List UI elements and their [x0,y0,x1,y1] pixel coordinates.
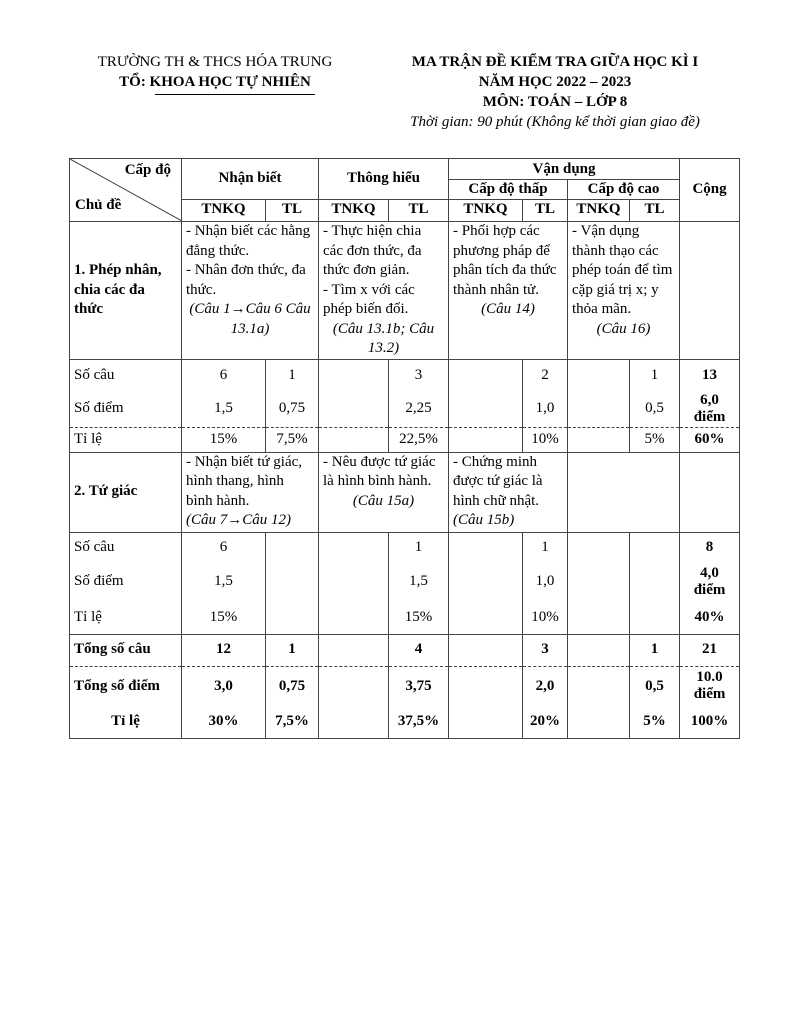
table-cell: 1 [266,359,319,391]
table-cell: 2,25 [389,391,449,427]
table-cell [449,562,523,602]
table-cell [568,359,630,391]
table-cell [319,666,389,706]
table-cell [568,602,630,634]
table-cell [568,562,630,602]
topic-2-ti-le-row [70,602,740,634]
tong-ti-le-row [70,706,740,738]
col-nhan-biet: Nhận biết [182,159,319,200]
topic-1-th-text: - Thực hiện chia các đơn thức, đa thức đơn giản. - Tìm x với các phép biến đổi. [323,223,422,317]
table-cell: 5% [630,706,680,738]
table-cell [319,532,389,562]
row-label: Tỉ lệ [70,427,182,452]
table-cell [630,562,680,602]
table-cell: 1,5 [182,562,266,602]
subcol-tl: TL [266,199,319,221]
table-cell [449,359,523,391]
topic-2-nhan-biet [182,452,319,532]
topic-2-van-dung-thap [449,452,568,532]
table-cell: 15% [389,602,449,634]
table-cell [449,391,523,427]
subcol-tl: TL [630,199,680,221]
table-cell: 0,5 [630,391,680,427]
row-label: Số điểm [70,391,182,427]
table-cell: 7,5% [266,427,319,452]
col-thong-hieu: Thông hiểu [319,159,449,200]
subject: MÔN: TOÁN – LỚP 8 [482,94,628,110]
table-cell [319,706,389,738]
table-cell: 1 [266,634,319,666]
table-cell-total: 21 [680,634,740,666]
topic-1-thong-hieu [319,222,449,360]
table-cell [449,532,523,562]
topic-2-vt-text: - Chứng minh được tứ giác là hình chữ nhật. [453,453,543,509]
subcol-tl: TL [523,199,568,221]
table-cell: 0,75 [266,666,319,706]
table-cell: 0,5 [630,666,680,706]
table-cell: 12 [182,634,266,666]
table-cell-total: 13 [680,359,740,391]
col-cap-do-cao: Cấp độ cao [568,180,680,199]
tong-so-cau-row [70,634,740,666]
school-name: TRƯỜNG TH & THCS HÓA TRUNG [97,54,333,70]
table-cell: 15% [182,602,266,634]
topic-1-nb-text: - Nhận biết các hằng đẳng thức. - Nhân đơn thức, đa thức. [186,223,311,298]
topic-1-vt-text: - Phối hợp các phương pháp để phân tích đa thức thành nhân tử. [453,223,557,298]
table-cell: 3,0 [182,666,266,706]
topic-1-so-diem-row [70,391,740,427]
exam-title: MA TRẬN ĐỀ KIỂM TRA GIỮA HỌC KÌ I [411,54,699,70]
department-name: TỔ: KHOA HỌC TỰ NHIÊN [119,74,311,90]
topic-2-so-diem-row [70,562,740,602]
matrix-table [69,158,740,739]
topic-1-so-cau-row [70,359,740,391]
table-cell [568,391,630,427]
topic-1-nhan-biet [182,222,319,360]
topic-1-vc-text: - Vận dụng thành thạo các phép toán để tìm cặp giá trị x; y thỏa mãn. [572,223,673,317]
topic-1-name: 1. Phép nhân, chia các đa thức [70,222,182,360]
table-cell: 1,0 [523,562,568,602]
table-cell: 1 [630,634,680,666]
table-cell [449,666,523,706]
topic-1-th-ref: (Câu 13.1b; Câu 13.2) [332,320,435,356]
table-cell: 10% [523,602,568,634]
table-cell: 15% [182,427,266,452]
time-note: Thời gian: 90 phút (Không kể thời gian giao đề) [410,114,700,130]
subcol-tnkq: TNKQ [319,199,389,221]
table-cell: 7,5% [266,706,319,738]
topic-1-van-dung-thap [449,222,568,360]
table-cell: 1 [523,532,568,562]
topic-2-so-cau-row [70,532,740,562]
table-cell [319,359,389,391]
table-cell-total: 60% [680,427,740,452]
table-cell: 3,75 [389,666,449,706]
topic-1-van-dung-cao [568,222,680,360]
table-cell: 1,5 [182,391,266,427]
table-cell [319,427,389,452]
table-cell: 20% [523,706,568,738]
table-cell: 3 [389,359,449,391]
subcol-tnkq: TNKQ [568,199,630,221]
header-underline [155,94,315,95]
table-cell [449,602,523,634]
table-cell: 6 [182,359,266,391]
table-cell-total: 40% [680,602,740,634]
topic-1-vc-ref: (Câu 16) [596,320,651,337]
table-cell [568,634,630,666]
col-cong: Cộng [680,159,740,222]
tong-so-diem-row [70,666,740,706]
table-cell: 1,5 [389,562,449,602]
table-cell-total: 4,0 điểm [680,562,740,602]
table-cell: 1 [630,359,680,391]
table-cell: 5% [630,427,680,452]
table-cell-total: 10.0 điểm [680,666,740,706]
topic-2-th-text: - Nêu được tứ giác là hình bình hành. [323,453,436,489]
corner-topic-label: Chủ đề [75,196,122,213]
table-cell: 30% [182,706,266,738]
table-cell [568,706,630,738]
table-cell [266,562,319,602]
corner-cell [70,159,182,222]
table-cell: 0,75 [266,391,319,427]
topic-2-th-ref: (Câu 15a) [352,492,415,509]
table-cell: 37,5% [389,706,449,738]
table-cell [568,532,630,562]
corner-level-label: Cấp độ [124,162,171,178]
header-right [360,52,750,132]
table-cell: 10% [523,427,568,452]
table-cell [568,427,630,452]
topic-1-vt-ref: (Câu 14) [481,301,535,317]
table-cell [449,706,523,738]
topic-2-nb-ref: (Câu 7→Câu 12) [186,512,291,528]
subcol-tnkq: TNKQ [182,199,266,221]
table-cell-total: 8 [680,532,740,562]
table-cell: 1,0 [523,391,568,427]
table-cell: 3 [523,634,568,666]
table-cell [319,634,389,666]
row-label: Số câu [70,359,182,391]
table-cell: 6 [182,532,266,562]
header-left [70,52,360,95]
row-label: Tỉ lệ [70,706,182,738]
table-cell: 1 [389,532,449,562]
table-cell [568,666,630,706]
col-cap-do-thap: Cấp độ thấp [449,180,568,199]
col-van-dung: Vận dụng [449,159,680,180]
table-cell [449,427,523,452]
table-cell [266,532,319,562]
school-year: NĂM HỌC 2022 – 2023 [478,74,632,90]
table-cell-total: 100% [680,706,740,738]
topic-2-name: 2. Tứ giác [70,452,182,532]
table-cell [266,602,319,634]
table-cell [449,634,523,666]
table-cell [319,562,389,602]
table-cell: 22,5% [389,427,449,452]
row-label: Số câu [70,532,182,562]
table-cell [319,391,389,427]
topic-2-thong-hieu [319,452,449,532]
table-cell: 2 [523,359,568,391]
table-cell [630,602,680,634]
subcol-tnkq: TNKQ [449,199,523,221]
row-label: Tổng số điểm [70,666,182,706]
topic-2-nb-text: - Nhận biết tứ giác, hình thang, hình bình hành. [186,453,303,509]
table-cell: 2,0 [523,666,568,706]
row-label: Số điểm [70,562,182,602]
row-label: Tỉ lệ [70,602,182,634]
topic-2-vt-ref: (Câu 15b) [453,512,515,528]
row-label: Tổng số câu [70,634,182,666]
table-cell-total: 6,0 điểm [680,391,740,427]
topic-1-nb-ref: (Câu 1→Câu 6 Câu 13.1a) [189,301,311,337]
subcol-tl: TL [389,199,449,221]
topic-1-ti-le-row [70,427,740,452]
table-cell: 4 [389,634,449,666]
table-cell [319,602,389,634]
table-cell [630,532,680,562]
